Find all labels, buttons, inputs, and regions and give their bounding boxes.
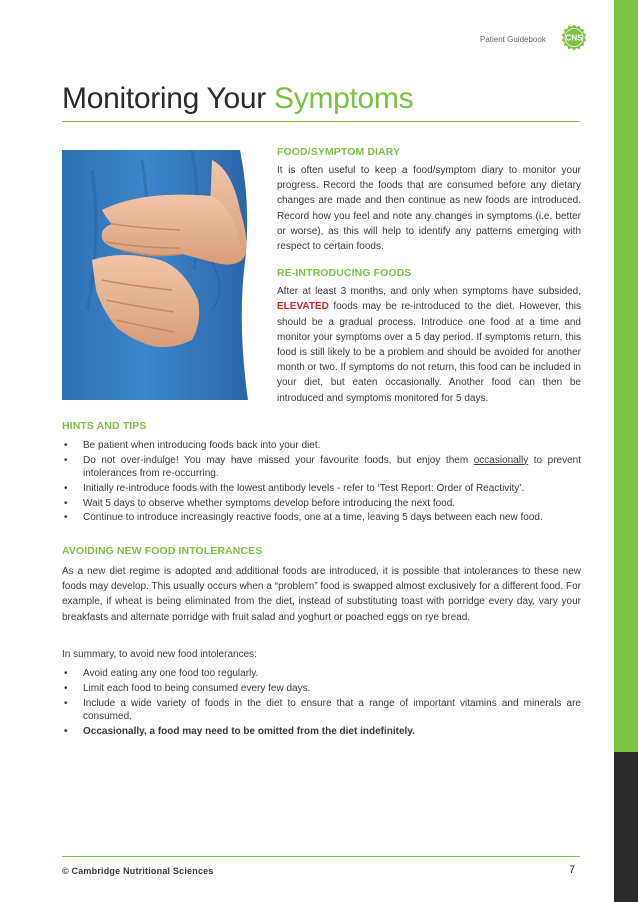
diary-heading: FOOD/SYMPTOM DIARY	[277, 146, 401, 158]
page-number: 7	[569, 864, 576, 876]
reintroducing-text	[277, 284, 581, 406]
hints-heading: HINTS AND TIPS	[62, 420, 147, 432]
header-label: Patient Guidebook	[480, 35, 546, 44]
sidebar-dark-bar	[614, 752, 638, 902]
list-item: • Do not over-indulge! You may have missed your favourite foods, but enjoy them occasionally to prevent intolerances from re-occurring.	[64, 454, 582, 479]
reintroducing-text-before: After at least 3 months, and only when symptoms have subsided,	[277, 286, 581, 298]
cns-logo-badge	[560, 24, 588, 52]
summary-intro: In summary, to avoid new food intolerances:	[62, 649, 257, 660]
footer-divider	[62, 856, 580, 857]
avoiding-heading: AVOIDING NEW FOOD INTOLERANCES	[62, 545, 263, 557]
diary-section	[277, 146, 581, 254]
elevated-keyword: ELEVATED	[277, 301, 329, 313]
footer-copyright: © Cambridge Nutritional Sciences	[62, 866, 214, 876]
summary-section	[62, 647, 581, 740]
list-item: • Limit each food to being consumed every few days.	[64, 683, 311, 694]
reintroducing-heading: RE-INTRODUCING FOODS	[277, 267, 412, 280]
list-item: • Include a wide variety of foods in the diet to ensure that a range of important vitamins and minerals are consumed.	[64, 697, 581, 722]
right-column	[277, 146, 581, 419]
list-item: • Initially re-introduce foods with the lowest antibody levels - refer to ‘Test Report: Order of Reactivity’.	[64, 482, 525, 494]
summary-list	[62, 667, 581, 738]
title-divider	[62, 121, 580, 122]
list-item: • Avoid eating any one food too regularly.	[64, 668, 259, 680]
sidebar-green-bar	[614, 0, 638, 752]
list-item: • Occasionally, a food may need to be omitted from the diet indefinitely.	[64, 725, 415, 737]
reintroducing-text-after: foods may be re-introduced to the diet. However, this should be a gradual process. Introduce one food at a time and monitor your symptoms over a 5 day period. If symptoms return, this food is still likely to be a problem and should be avoided for another month or two. If symptoms do not return, this food can be included in your diet, but eaten occasionally. Another food can then be introduced and symptoms monitored for 5 days.	[277, 301, 581, 404]
hints-section	[62, 420, 581, 526]
occasionally-underlined: occasionally	[473, 454, 529, 466]
list-item: • Wait 5 days to observe whether symptoms develop before introducing the next food.	[64, 497, 456, 509]
stomach-pain-photo	[62, 150, 272, 400]
page-title-accent: Symptoms	[274, 82, 414, 115]
page-title-main: Monitoring Your	[62, 82, 266, 115]
avoiding-text: As a new diet regime is adopted and additional foods are introduced, it is possible that intolerances to these new foods may develop. This usually occurs when a “problem” food is swapped almost exclusively for a different food. For example, if wheat is being eliminated from the diet, instead of substituting toast with porridge every day, vary your breakfasts and alternate porridge with fruit salad and yoghurt or poached eggs on rye bread.	[62, 566, 581, 623]
list-item: • Continue to introduce increasingly reactive foods, one at a time, leaving 5 days between each new food.	[64, 512, 543, 524]
reintroducing-section	[277, 267, 581, 406]
diary-text: It is often useful to keep a food/symptom diary to monitor your progress. Record the foods that are consumed before any dietary changes are made and then continue as new foods are introduced. Record how you feel and note any changes in symptoms (i.e. better or worse), as this will help to identify any patterns emerging with respect to certain foods.	[277, 165, 581, 253]
list-item: • Be patient when introducing foods back into your diet.	[64, 440, 321, 451]
cns-badge-text: CNS	[565, 33, 583, 43]
avoiding-section	[62, 545, 581, 625]
hints-list	[62, 439, 581, 525]
page-title	[62, 82, 413, 116]
